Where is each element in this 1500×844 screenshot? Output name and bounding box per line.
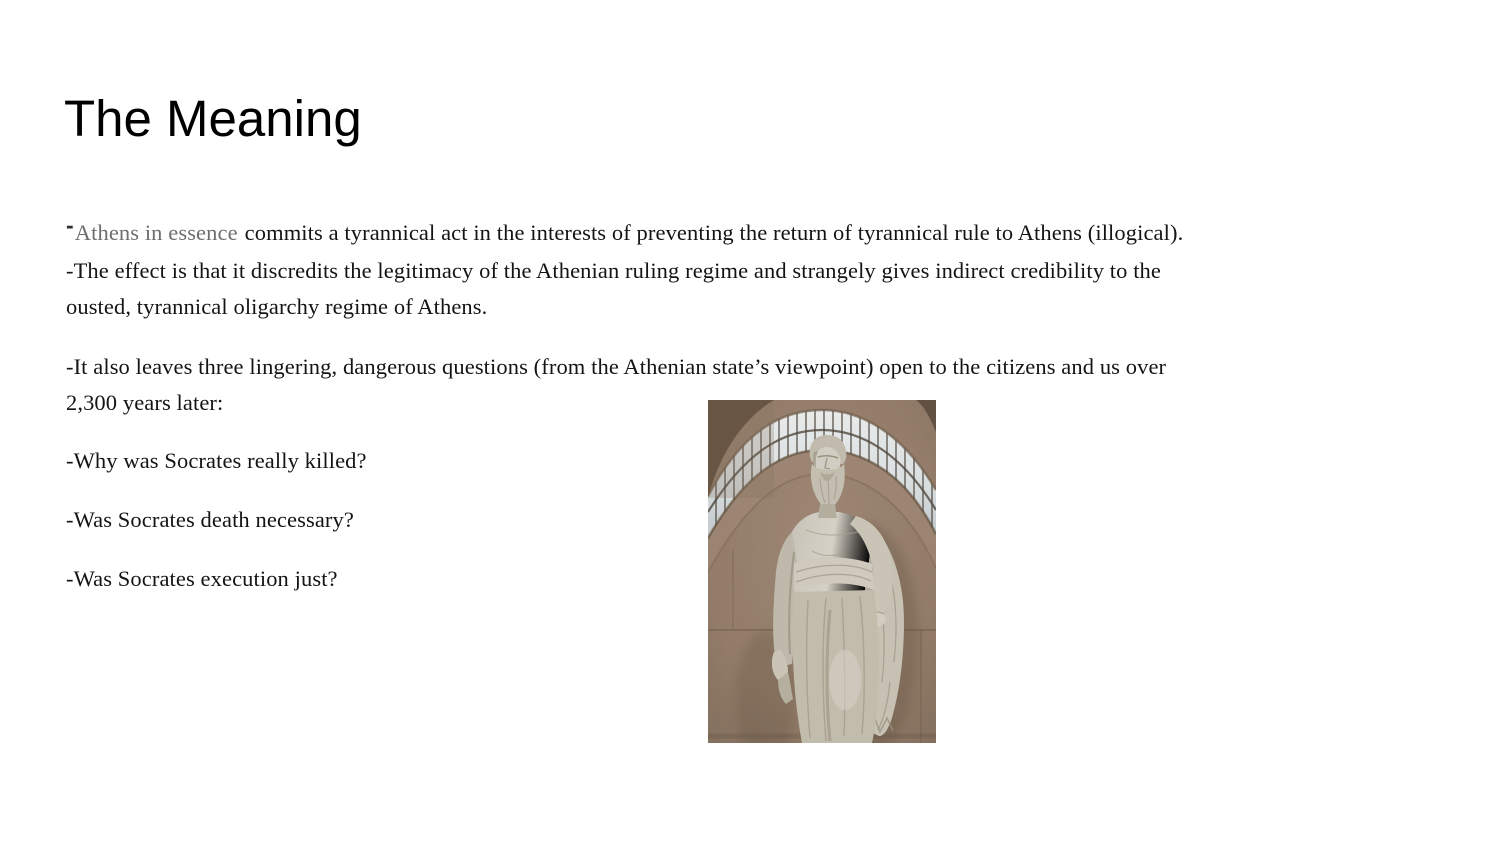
stone-grain-overlay	[708, 400, 936, 743]
socrates-statue-image	[708, 400, 936, 743]
paragraph2-line-1: -It also leaves three lingering, dangerous questions (from the Athenian state’s viewpoint) open to the citizens and us over	[66, 354, 1167, 379]
socrates-statue-drawing	[708, 400, 936, 743]
intro-line-2: -The effect is that it discredits the legitimacy of the Athenian ruling regime and strangely gives indirect credibility to the	[66, 258, 1161, 283]
slide-title: The Meaning	[64, 90, 362, 147]
question-3: -Was Socrates execution just?	[66, 566, 338, 591]
intro-line-3: ousted, tyrannical oligarchy regime of Athens.	[66, 294, 488, 319]
intro-line-1	[66, 212, 1184, 247]
question-2: -Was Socrates death necessary?	[66, 507, 354, 532]
intro-highlight-gray: Athens in essence	[74, 220, 238, 245]
lead-dash: -	[66, 212, 74, 238]
intro-line-1-rest: commits a tyrannical act in the interests of preventing the return of tyrannical rule to Athens (illogical).	[244, 220, 1184, 245]
question-1: -Why was Socrates really killed?	[66, 448, 367, 473]
paragraph2-line-2: 2,300 years later:	[66, 390, 224, 415]
